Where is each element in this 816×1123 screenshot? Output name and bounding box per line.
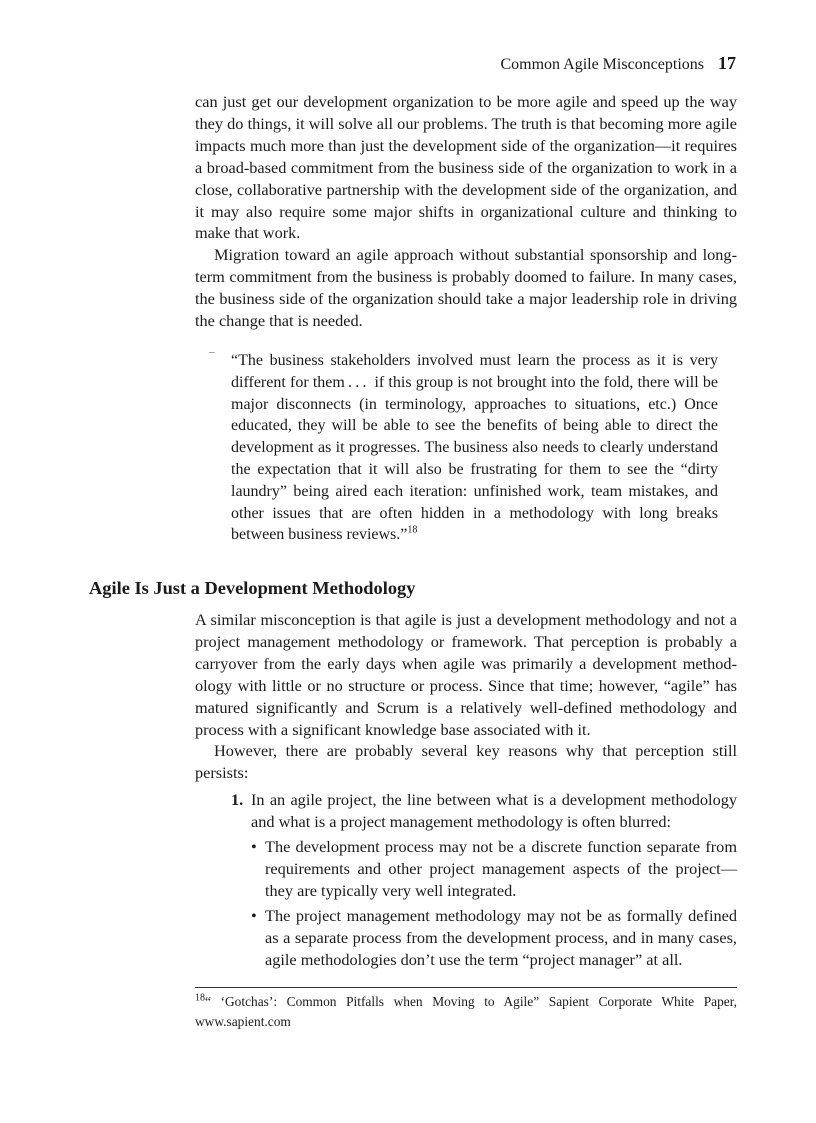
section-heading: Agile Is Just a Development Methodology xyxy=(89,578,416,598)
paragraph-migration: Migration toward an agile approach without substantial sponsorship and long-term commitment from the business is probably doomed to failure. In many cases, the business side of the organization should take a major leadership role in driving the change that is needed. xyxy=(195,245,737,331)
bullet-icon: • xyxy=(251,837,257,857)
paragraph-misconception: A similar misconception is that agile is just a development methodology and not a project management methodology or framework. That perception is probably a carryover from the early days when agile was primarily a development methodology with little or no structure or process. Since that time; however, “agile” has matured significantly and Scrum is a relatively well-defined methodology and process with a significant knowledge base associated with it. xyxy=(195,610,737,739)
bullet-list xyxy=(251,836,737,970)
footnote-divider xyxy=(195,987,737,988)
footnote-text: “ ‘Gotchas’: Common Pitfalls when Moving to Agile” Sapient Corporate White Paper, www.sapient.com xyxy=(195,994,737,1029)
paragraph-reasons: However, there are probably several key reasons why that perception still persists: xyxy=(195,741,737,783)
list-item-text: In an agile project, the line between what is a development methodology and what is a project management methodology is often blurred: xyxy=(251,790,737,832)
quote-marker: ¯ xyxy=(209,350,215,363)
quote-text: “The business stakeholders involved must learn the process as it is very different for them . . . if this group is not brought into the fold, there will be major disconnects (in terminology, approaches to situations, etc.) Once educated, they will be able to see the benefits of being able to direct the development as it progresses. The business also needs to clearly understand the expectation that it will also be frustrating for them to see the “dirty laundry” being aired each iteration: unfinished work, team mistakes, and other issues that are often hidden in a methodology with long breaks between business reviews.” xyxy=(231,351,718,544)
bullet-icon: • xyxy=(251,905,257,925)
footnote-number: 18 xyxy=(195,992,205,1004)
section-2-body xyxy=(195,609,737,974)
section-1-body xyxy=(195,91,737,546)
page-number: 17 xyxy=(718,53,736,73)
paragraph-continuation: can just get our development organization to be more agile and speed up the way they do things, it will solve all our problems. The truth is that becoming more agile impacts much more than just the development side of the organization—it requires a broad-based commitment from the business side of the organization to work in a close, collaborative partnership with the development side of the organization, and it may also require some major shifts in organizational culture and thinking to make that work. xyxy=(195,92,737,243)
bullet-text: The development process may not be a discrete function separate from requirements and other project management aspects of the project—they are typically very well integrated. xyxy=(265,837,737,900)
footnote xyxy=(195,992,737,1032)
footnote-ref-18[interactable]: 18 xyxy=(407,525,418,537)
running-head xyxy=(500,52,736,76)
bullet-item xyxy=(251,905,737,971)
bullet-text: The project management methodology may not be as formally defined as a separate process from the development process, and in many cases, agile methodologies don’t use the term “project manager” at all. xyxy=(265,905,737,969)
running-head-title: Common Agile Misconceptions xyxy=(500,56,704,73)
bullet-item xyxy=(251,836,737,902)
list-number: 1. xyxy=(231,790,244,810)
block-quote xyxy=(209,350,718,546)
numbered-list-item xyxy=(195,789,737,970)
